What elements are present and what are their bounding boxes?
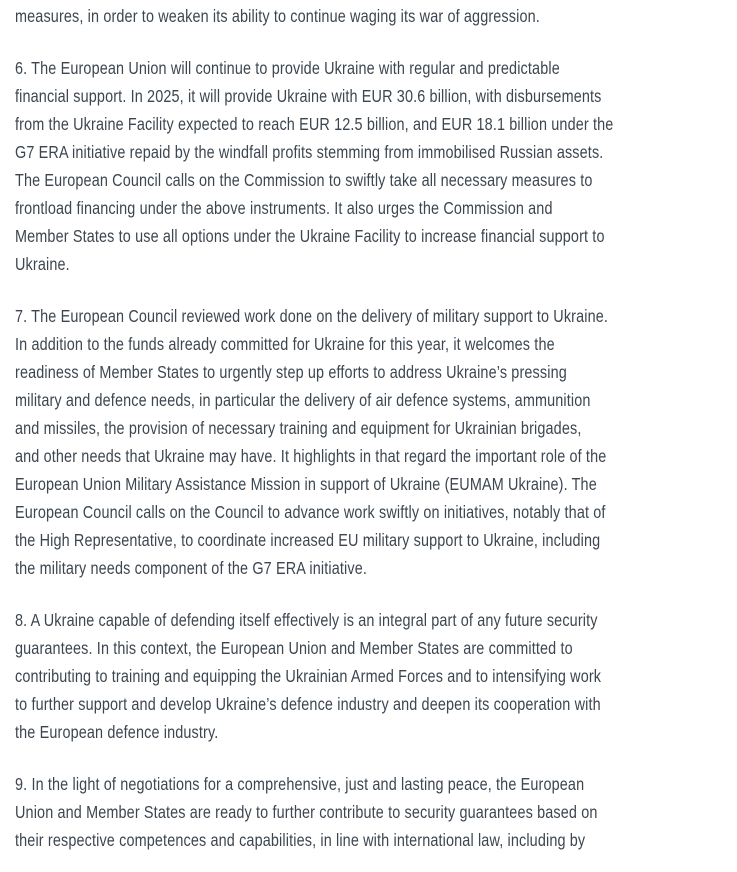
paragraph-8 xyxy=(15,606,723,746)
text-line: guarantees. In this context, the European Union and Member States are committed to xyxy=(15,638,573,658)
text-line: the High Representative, to coordinate increased EU military support to Ukraine, including xyxy=(15,530,601,550)
text-line: and other needs that Ukraine may have. It highlights in that regard the important role of the xyxy=(15,446,607,466)
paragraph-7 xyxy=(15,302,723,582)
paragraph-5-continuation xyxy=(15,0,723,30)
text-line: 6. The European Union will continue to provide Ukraine with regular and predictable xyxy=(15,58,560,78)
text-line: The European Council calls on the Commission to swiftly take all necessary measures to xyxy=(15,170,593,190)
text-line: G7 ERA initiative repaid by the windfall profits stemming from immobilised Russian assets. xyxy=(15,142,604,162)
text-line: the European defence industry. xyxy=(15,722,219,742)
text-line: from the Ukraine Facility expected to reach EUR 12.5 billion, and EUR 18.1 billion under the xyxy=(15,114,614,134)
text-line: 8. A Ukraine capable of defending itself effectively is an integral part of any future security xyxy=(15,610,598,630)
text-line: to further support and develop Ukraine’s defence industry and deepen its cooperation with xyxy=(15,694,601,714)
text-line: financial support. In 2025, it will provide Ukraine with EUR 30.6 billion, with disbursements xyxy=(15,86,602,106)
text-line: military and defence needs, in particular the delivery of air defence systems, ammunition xyxy=(15,390,591,410)
text-line: Ukraine. xyxy=(15,254,70,274)
text-line: their respective competences and capabilities, in line with international law, including by xyxy=(15,830,586,850)
text-line: measures, in order to weaken its ability to continue waging its war of aggression. xyxy=(15,6,540,26)
text-line: European Council calls on the Council to advance work swiftly on initiatives, notably that of xyxy=(15,502,606,522)
paragraph-6 xyxy=(15,54,723,278)
text-line: contributing to training and equipping the Ukrainian Armed Forces and to intensifying work xyxy=(15,666,602,686)
text-line: the military needs component of the G7 ERA initiative. xyxy=(15,558,367,578)
text-line: frontload financing under the above instruments. It also urges the Commission and xyxy=(15,198,553,218)
text-line: European Union Military Assistance Mission in support of Ukraine (EUMAM Ukraine). The xyxy=(15,474,597,494)
text-line: 7. The European Council reviewed work done on the delivery of military support to Ukraine. xyxy=(15,306,609,326)
text-line: Member States to use all options under the Ukraine Facility to increase financial support to xyxy=(15,226,605,246)
text-line: Union and Member States are ready to further contribute to security guarantees based on xyxy=(15,802,598,822)
text-line: In addition to the funds already committed for Ukraine for this year, it welcomes the xyxy=(15,334,555,354)
text-line: readiness of Member States to urgently step up efforts to address Ukraine’s pressing xyxy=(15,362,567,382)
paragraph-9 xyxy=(15,770,723,854)
text-line: and missiles, the provision of necessary training and equipment for Ukrainian brigades, xyxy=(15,418,582,438)
text-line: 9. In the light of negotiations for a comprehensive, just and lasting peace, the European xyxy=(15,774,585,794)
